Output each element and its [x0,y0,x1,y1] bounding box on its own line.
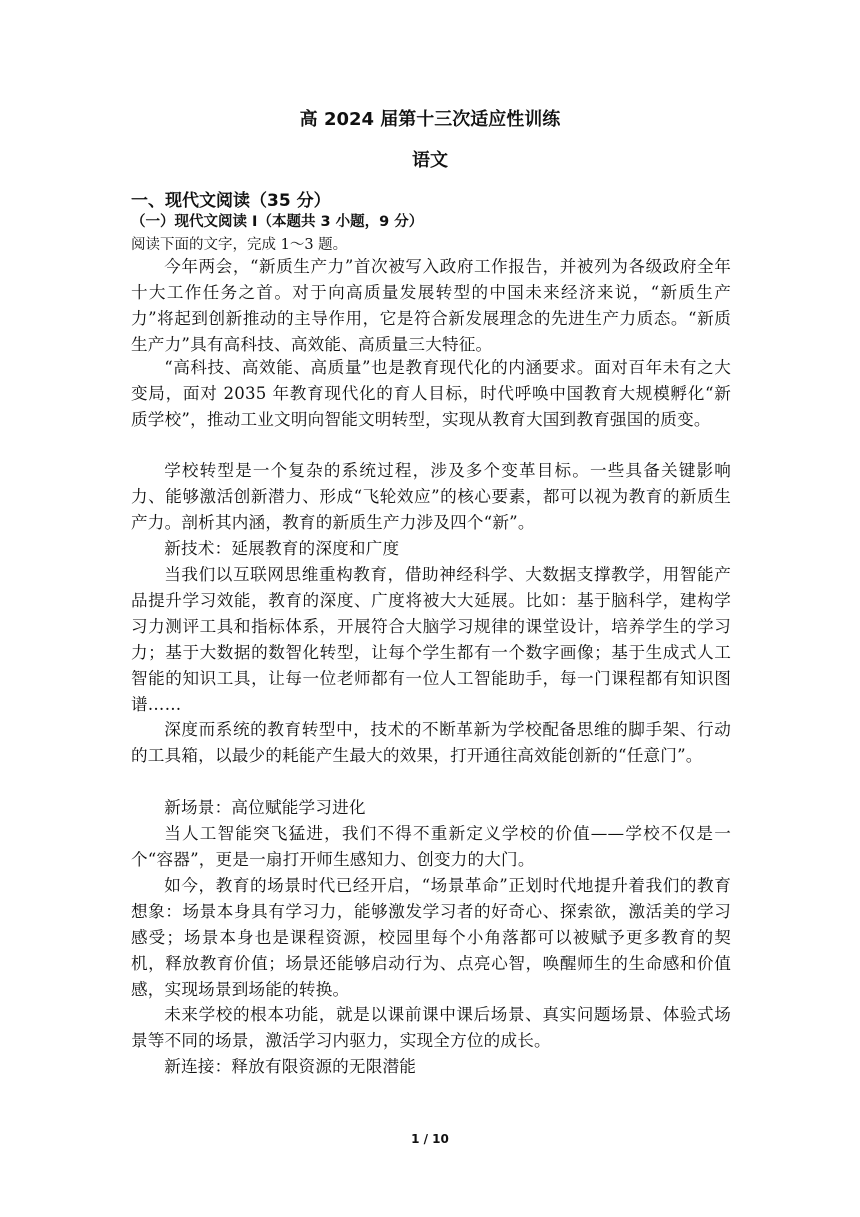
paragraph: 今年两会，“新质生产力”首次被写入政府工作报告，并被列为各级政府全年十大工作任务之首。对于向高质量发展转型的中国未来经济来说，“新质生产力”将起到创新推动的主导作用，它是符合新发展理念的先进生产力质态。“新质生产力”具有高科技、高效能、高质量三大特征。 [131,257,731,354]
subsection-heading: （一）现代文阅读 I（本题共 3 小题，9 分） [131,214,424,230]
section-subheading: 新连接：释放有限资源的无限潜能 [164,1057,417,1076]
paragraph: 学校转型是一个复杂的系统过程，涉及多个变革目标。一些具备关键影响力、能够激活创新潜力、形成“飞轮效应”的核心要素，都可以视为教育的新质生产力。剖析其内涵，教育的新质生产力涉及四个“新”。 [131,461,731,532]
paragraph: 未来学校的根本功能，就是以课前课中课后场景、真实问题场景、体验式场景等不同的场景，激活学习内驱力，实现全方位的成长。 [131,1005,731,1050]
paragraph: 当人工智能突飞猛进，我们不得不重新定义学校的价值——学校不仅是一个“容器”，更是一扇打开师生感知力、创变力的大门。 [131,824,731,869]
section-heading: 一、现代文阅读（35 分） [131,191,331,211]
reading-instruction: 阅读下面的文字，完成 1～3 题。 [131,237,348,253]
section-subheading: 新场景：高位赋能学习进化 [164,798,366,817]
document-title: 高 2024 届第十三次适应性训练 [299,109,561,130]
paragraph: “高科技、高效能、高质量”也是教育现代化的内涵要求。面对百年未有之大变局，面对 2035 年教育现代化的育人目标，时代呼唤中国教育大规模孵化“新质学校”，推动工业文明向智能文明转型，实现从教育大国到教育强国的质变。 [131,358,731,429]
paragraph: 当我们以互联网思维重构教育，借助神经科学、大数据支撑教学，用智能产品提升学习效能，教育的深度、广度将被大大延展。比如：基于脑科学，建构学习力测评工具和指标体系，开展符合大脑学习规律的课堂设计，培养学生的学习力；基于大数据的数智化转型，让每个学生都有一个数字画像；基于生成式人工智能的知识工具，让每一位老师都有一位人工智能助手，每一门课程都有知识图谱…… [131,565,731,714]
section-subheading: 新技术：延展教育的深度和广度 [164,539,400,558]
page-number: 1 / 10 [411,1132,449,1146]
subject-title: 语文 [412,150,448,171]
paragraph: 深度而系统的教育转型中，技术的不断革新为学校配备思维的脚手架、行动的工具箱，以最少的耗能产生最大的效果，打开通往高效能创新的“任意门”。 [131,720,731,765]
paragraph: 如今，教育的场景时代已经开启，“场景革命”正划时代地提升着我们的教育想象：场景本身具有学习力，能够激发学习者的好奇心、探索欲，激活美的学习感受；场景本身也是课程资源，校园里每个小角落都可以被赋予更多教育的契机，释放教育价值；场景还能够启动行为、点亮心智，唤醒师生的生命感和价值感，实现场景到场能的转换。 [131,876,731,999]
